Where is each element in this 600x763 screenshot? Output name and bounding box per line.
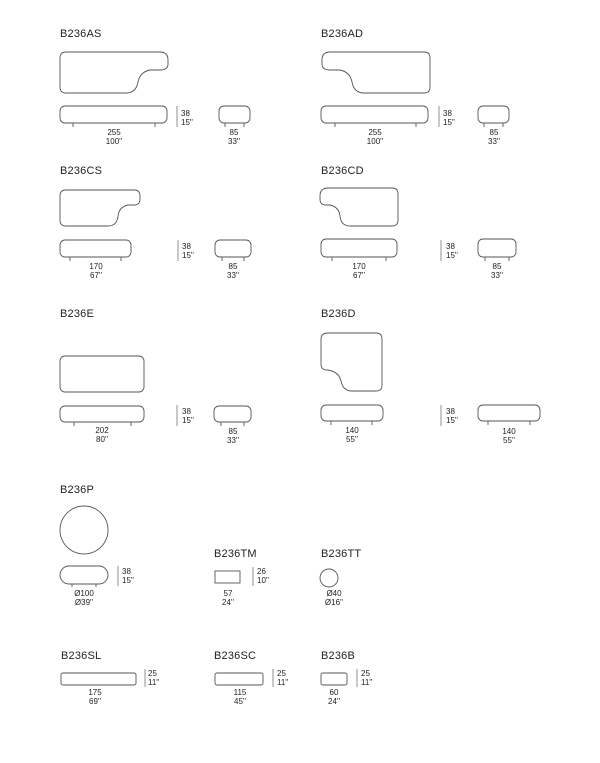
depth-dimension: 140 55'' (502, 427, 516, 445)
model-code: B236TT (321, 548, 362, 560)
b236e-front-view (60, 406, 144, 422)
model-code: B236D (321, 308, 356, 320)
b236cs-side-view (215, 240, 251, 257)
diameter-dimension: Ø40 Ø16'' (324, 589, 344, 607)
b236ad-front-view (321, 106, 428, 123)
model-code: B236SL (61, 650, 102, 662)
b236cd-side-view (478, 239, 516, 257)
depth-dimension: 85 33'' (488, 128, 500, 146)
length-dimension: 255 100'' (105, 128, 123, 146)
b236sl-front-view (61, 673, 136, 685)
height-dimension: 38 15'' (181, 109, 193, 127)
b236e-plan-drawing (60, 356, 144, 392)
b236cs-front-view (60, 240, 131, 257)
b236tt-plan-drawing (320, 569, 338, 587)
height-dimension: 38 15'' (443, 109, 455, 127)
model-code: B236AS (60, 28, 102, 40)
model-code: B236B (321, 650, 356, 662)
depth-dimension: 85 33'' (491, 262, 503, 280)
length-dimension: 60 24'' (328, 688, 340, 706)
height-dimension: 26 10'' (257, 567, 269, 585)
b236cs-plan-drawing (60, 190, 140, 226)
model-code: B236P (60, 484, 95, 496)
model-code: B236E (60, 308, 95, 320)
b236d-side-view (478, 405, 540, 421)
length-dimension: 140 55'' (345, 426, 359, 444)
b236ad-side-view (478, 106, 509, 123)
depth-dimension: 85 33'' (227, 262, 239, 280)
height-dimension: 38 15'' (446, 407, 458, 425)
height-dimension: 25 11'' (277, 669, 289, 687)
b236ad-plan-drawing (322, 52, 430, 93)
diameter-dimension: Ø100 Ø39'' (74, 589, 94, 607)
length-dimension: 202 80'' (95, 426, 109, 444)
model-code: B236TM (214, 548, 257, 560)
depth-dimension: 85 33'' (227, 427, 239, 445)
model-code: B236CS (60, 165, 103, 177)
b236b-front-view (321, 673, 347, 685)
length-dimension: 170 67'' (89, 262, 103, 280)
b236e-side-view (214, 406, 251, 422)
height-dimension: 38 15'' (182, 407, 194, 425)
height-dimension: 25 11'' (361, 669, 373, 687)
b236as-plan-drawing (60, 52, 168, 93)
b236d-front-view (321, 405, 383, 421)
b236p-plan-drawing (60, 506, 108, 554)
b236tm-front-view (215, 571, 240, 583)
length-dimension: 170 67'' (352, 262, 366, 280)
b236as-front-view (60, 106, 167, 123)
b236cd-plan-drawing (320, 188, 398, 226)
height-dimension: 38 15'' (122, 567, 134, 585)
b236p-front-view (60, 566, 108, 584)
length-dimension: 255 100'' (366, 128, 384, 146)
model-code: B236SC (214, 650, 257, 662)
model-code: B236AD (321, 28, 364, 40)
height-dimension: 38 15'' (446, 242, 458, 260)
height-dimension: 25 11'' (148, 669, 160, 687)
length-dimension: 175 69'' (88, 688, 102, 706)
height-dimension: 38 15'' (182, 242, 194, 260)
depth-dimension: 85 33'' (228, 128, 240, 146)
b236as-side-view (219, 106, 250, 123)
length-dimension: 115 45'' (233, 688, 247, 706)
b236sc-front-view (215, 673, 263, 685)
model-code: B236CD (321, 165, 364, 177)
length-dimension: 57 24'' (222, 589, 234, 607)
b236d-plan-drawing (321, 333, 382, 391)
b236cd-front-view (321, 239, 397, 257)
